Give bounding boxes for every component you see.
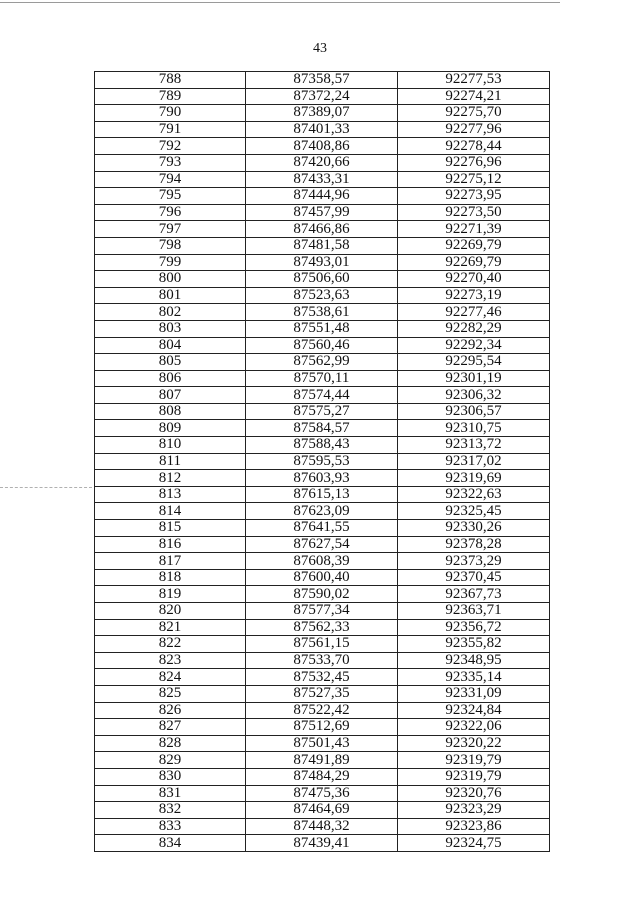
point-number-cell: 832 [95, 802, 246, 819]
point-number-cell: 796 [95, 204, 246, 221]
table-row [95, 735, 550, 752]
x-coordinate-cell: 87584,57 [246, 420, 398, 437]
x-coordinate-cell: 87522,42 [246, 702, 398, 719]
x-coordinate-cell: 87595,53 [246, 453, 398, 470]
point-number-cell: 824 [95, 669, 246, 686]
table-row [95, 88, 550, 105]
x-coordinate-cell: 87512,69 [246, 719, 398, 736]
point-number-cell: 791 [95, 121, 246, 138]
x-coordinate-cell: 87623,09 [246, 503, 398, 520]
table-row [95, 719, 550, 736]
table-row [95, 138, 550, 155]
x-coordinate-cell: 87444,96 [246, 188, 398, 205]
x-coordinate-cell: 87574,44 [246, 387, 398, 404]
table-row [95, 486, 550, 503]
x-coordinate-cell: 87501,43 [246, 735, 398, 752]
y-coordinate-cell: 92323,29 [398, 802, 550, 819]
x-coordinate-cell: 87491,89 [246, 752, 398, 769]
table-row [95, 237, 550, 254]
x-coordinate-cell: 87627,54 [246, 536, 398, 553]
table-row [95, 221, 550, 238]
y-coordinate-cell: 92370,45 [398, 569, 550, 586]
point-number-cell: 809 [95, 420, 246, 437]
y-coordinate-cell: 92270,40 [398, 271, 550, 288]
point-number-cell: 822 [95, 636, 246, 653]
table-row [95, 569, 550, 586]
point-number-cell: 789 [95, 88, 246, 105]
y-coordinate-cell: 92273,95 [398, 188, 550, 205]
y-coordinate-cell: 92292,34 [398, 337, 550, 354]
table-row [95, 785, 550, 802]
y-coordinate-cell: 92282,29 [398, 320, 550, 337]
point-number-cell: 790 [95, 105, 246, 122]
point-number-cell: 828 [95, 735, 246, 752]
table-row [95, 403, 550, 420]
y-coordinate-cell: 92319,69 [398, 470, 550, 487]
point-number-cell: 802 [95, 304, 246, 321]
table-row [95, 154, 550, 171]
point-number-cell: 825 [95, 685, 246, 702]
table-row [95, 669, 550, 686]
x-coordinate-cell: 87533,70 [246, 652, 398, 669]
point-number-cell: 816 [95, 536, 246, 553]
y-coordinate-cell: 92348,95 [398, 652, 550, 669]
point-number-cell: 793 [95, 154, 246, 171]
y-coordinate-cell: 92319,79 [398, 752, 550, 769]
point-number-cell: 795 [95, 188, 246, 205]
table-row [95, 105, 550, 122]
table-row [95, 387, 550, 404]
point-number-cell: 808 [95, 403, 246, 420]
x-coordinate-cell: 87464,69 [246, 802, 398, 819]
y-coordinate-cell: 92330,26 [398, 520, 550, 537]
x-coordinate-cell: 87608,39 [246, 553, 398, 570]
table-row [95, 337, 550, 354]
table-row [95, 254, 550, 271]
point-number-cell: 823 [95, 652, 246, 669]
table-row [95, 304, 550, 321]
y-coordinate-cell: 92273,50 [398, 204, 550, 221]
table-row [95, 121, 550, 138]
table-row [95, 287, 550, 304]
table-row [95, 171, 550, 188]
page-number: 43 [313, 41, 327, 56]
x-coordinate-cell: 87600,40 [246, 569, 398, 586]
table-row [95, 437, 550, 454]
x-coordinate-cell: 87551,48 [246, 320, 398, 337]
point-number-cell: 812 [95, 470, 246, 487]
y-coordinate-cell: 92313,72 [398, 437, 550, 454]
x-coordinate-cell: 87457,99 [246, 204, 398, 221]
coordinates-table [94, 71, 550, 852]
table-row [95, 72, 550, 89]
table-row [95, 652, 550, 669]
x-coordinate-cell: 87532,45 [246, 669, 398, 686]
x-coordinate-cell: 87484,29 [246, 768, 398, 785]
point-number-cell: 829 [95, 752, 246, 769]
table-row [95, 636, 550, 653]
y-coordinate-cell: 92320,22 [398, 735, 550, 752]
y-coordinate-cell: 92356,72 [398, 619, 550, 636]
y-coordinate-cell: 92295,54 [398, 354, 550, 371]
point-number-cell: 819 [95, 586, 246, 603]
point-number-cell: 805 [95, 354, 246, 371]
y-coordinate-cell: 92373,29 [398, 553, 550, 570]
y-coordinate-cell: 92269,79 [398, 254, 550, 271]
y-coordinate-cell: 92335,14 [398, 669, 550, 686]
y-coordinate-cell: 92323,86 [398, 818, 550, 835]
y-coordinate-cell: 92317,02 [398, 453, 550, 470]
table-row [95, 188, 550, 205]
point-number-cell: 804 [95, 337, 246, 354]
x-coordinate-cell: 87523,63 [246, 287, 398, 304]
point-number-cell: 798 [95, 237, 246, 254]
x-coordinate-cell: 87420,66 [246, 154, 398, 171]
table-row [95, 818, 550, 835]
y-coordinate-cell: 92276,96 [398, 154, 550, 171]
point-number-cell: 797 [95, 221, 246, 238]
point-number-cell: 800 [95, 271, 246, 288]
point-number-cell: 827 [95, 719, 246, 736]
coordinates-table-body [95, 72, 550, 852]
x-coordinate-cell: 87641,55 [246, 520, 398, 537]
y-coordinate-cell: 92273,19 [398, 287, 550, 304]
y-coordinate-cell: 92319,79 [398, 768, 550, 785]
y-coordinate-cell: 92325,45 [398, 503, 550, 520]
point-number-cell: 799 [95, 254, 246, 271]
y-coordinate-cell: 92306,32 [398, 387, 550, 404]
point-number-cell: 806 [95, 370, 246, 387]
x-coordinate-cell: 87433,31 [246, 171, 398, 188]
y-coordinate-cell: 92301,19 [398, 370, 550, 387]
y-coordinate-cell: 92277,46 [398, 304, 550, 321]
table-row [95, 802, 550, 819]
table-row [95, 470, 550, 487]
table-row [95, 503, 550, 520]
x-coordinate-cell: 87466,86 [246, 221, 398, 238]
y-coordinate-cell: 92277,96 [398, 121, 550, 138]
x-coordinate-cell: 87561,15 [246, 636, 398, 653]
x-coordinate-cell: 87475,36 [246, 785, 398, 802]
x-coordinate-cell: 87481,58 [246, 237, 398, 254]
top-rule [0, 2, 560, 3]
table-row [95, 835, 550, 852]
point-number-cell: 818 [95, 569, 246, 586]
table-row [95, 586, 550, 603]
table-row [95, 420, 550, 437]
table-row [95, 619, 550, 636]
x-coordinate-cell: 87562,33 [246, 619, 398, 636]
y-coordinate-cell: 92278,44 [398, 138, 550, 155]
point-number-cell: 810 [95, 437, 246, 454]
y-coordinate-cell: 92378,28 [398, 536, 550, 553]
point-number-cell: 814 [95, 503, 246, 520]
y-coordinate-cell: 92331,09 [398, 685, 550, 702]
y-coordinate-cell: 92324,84 [398, 702, 550, 719]
y-coordinate-cell: 92271,39 [398, 221, 550, 238]
x-coordinate-cell: 87358,57 [246, 72, 398, 89]
table-row [95, 271, 550, 288]
x-coordinate-cell: 87570,11 [246, 370, 398, 387]
point-number-cell: 820 [95, 603, 246, 620]
point-number-cell: 830 [95, 768, 246, 785]
point-number-cell: 811 [95, 453, 246, 470]
y-coordinate-cell: 92322,06 [398, 719, 550, 736]
table-row [95, 702, 550, 719]
y-coordinate-cell: 92322,63 [398, 486, 550, 503]
y-coordinate-cell: 92275,12 [398, 171, 550, 188]
table-row [95, 204, 550, 221]
table-row [95, 370, 550, 387]
point-number-cell: 831 [95, 785, 246, 802]
x-coordinate-cell: 87560,46 [246, 337, 398, 354]
x-coordinate-cell: 87401,33 [246, 121, 398, 138]
point-number-cell: 803 [95, 320, 246, 337]
table-row [95, 354, 550, 371]
x-coordinate-cell: 87439,41 [246, 835, 398, 852]
y-coordinate-cell: 92277,53 [398, 72, 550, 89]
x-coordinate-cell: 87575,27 [246, 403, 398, 420]
x-coordinate-cell: 87615,13 [246, 486, 398, 503]
x-coordinate-cell: 87372,24 [246, 88, 398, 105]
table-row [95, 768, 550, 785]
point-number-cell: 807 [95, 387, 246, 404]
table-row [95, 752, 550, 769]
x-coordinate-cell: 87577,34 [246, 603, 398, 620]
point-number-cell: 815 [95, 520, 246, 537]
x-coordinate-cell: 87538,61 [246, 304, 398, 321]
table-row [95, 553, 550, 570]
point-number-cell: 817 [95, 553, 246, 570]
y-coordinate-cell: 92324,75 [398, 835, 550, 852]
y-coordinate-cell: 92320,76 [398, 785, 550, 802]
point-number-cell: 826 [95, 702, 246, 719]
y-coordinate-cell: 92367,73 [398, 586, 550, 603]
point-number-cell: 821 [95, 619, 246, 636]
table-row [95, 603, 550, 620]
y-coordinate-cell: 92275,70 [398, 105, 550, 122]
table-row [95, 320, 550, 337]
x-coordinate-cell: 87448,32 [246, 818, 398, 835]
point-number-cell: 833 [95, 818, 246, 835]
x-coordinate-cell: 87493,01 [246, 254, 398, 271]
x-coordinate-cell: 87603,93 [246, 470, 398, 487]
x-coordinate-cell: 87527,35 [246, 685, 398, 702]
point-number-cell: 788 [95, 72, 246, 89]
y-coordinate-cell: 92363,71 [398, 603, 550, 620]
x-coordinate-cell: 87562,99 [246, 354, 398, 371]
y-coordinate-cell: 92310,75 [398, 420, 550, 437]
x-coordinate-cell: 87590,02 [246, 586, 398, 603]
margin-mark [0, 487, 92, 488]
y-coordinate-cell: 92274,21 [398, 88, 550, 105]
point-number-cell: 792 [95, 138, 246, 155]
point-number-cell: 794 [95, 171, 246, 188]
table-row [95, 536, 550, 553]
x-coordinate-cell: 87588,43 [246, 437, 398, 454]
point-number-cell: 813 [95, 486, 246, 503]
x-coordinate-cell: 87408,86 [246, 138, 398, 155]
x-coordinate-cell: 87506,60 [246, 271, 398, 288]
point-number-cell: 801 [95, 287, 246, 304]
y-coordinate-cell: 92355,82 [398, 636, 550, 653]
table-row [95, 453, 550, 470]
y-coordinate-cell: 92306,57 [398, 403, 550, 420]
table-row [95, 685, 550, 702]
x-coordinate-cell: 87389,07 [246, 105, 398, 122]
point-number-cell: 834 [95, 835, 246, 852]
table-row [95, 520, 550, 537]
y-coordinate-cell: 92269,79 [398, 237, 550, 254]
